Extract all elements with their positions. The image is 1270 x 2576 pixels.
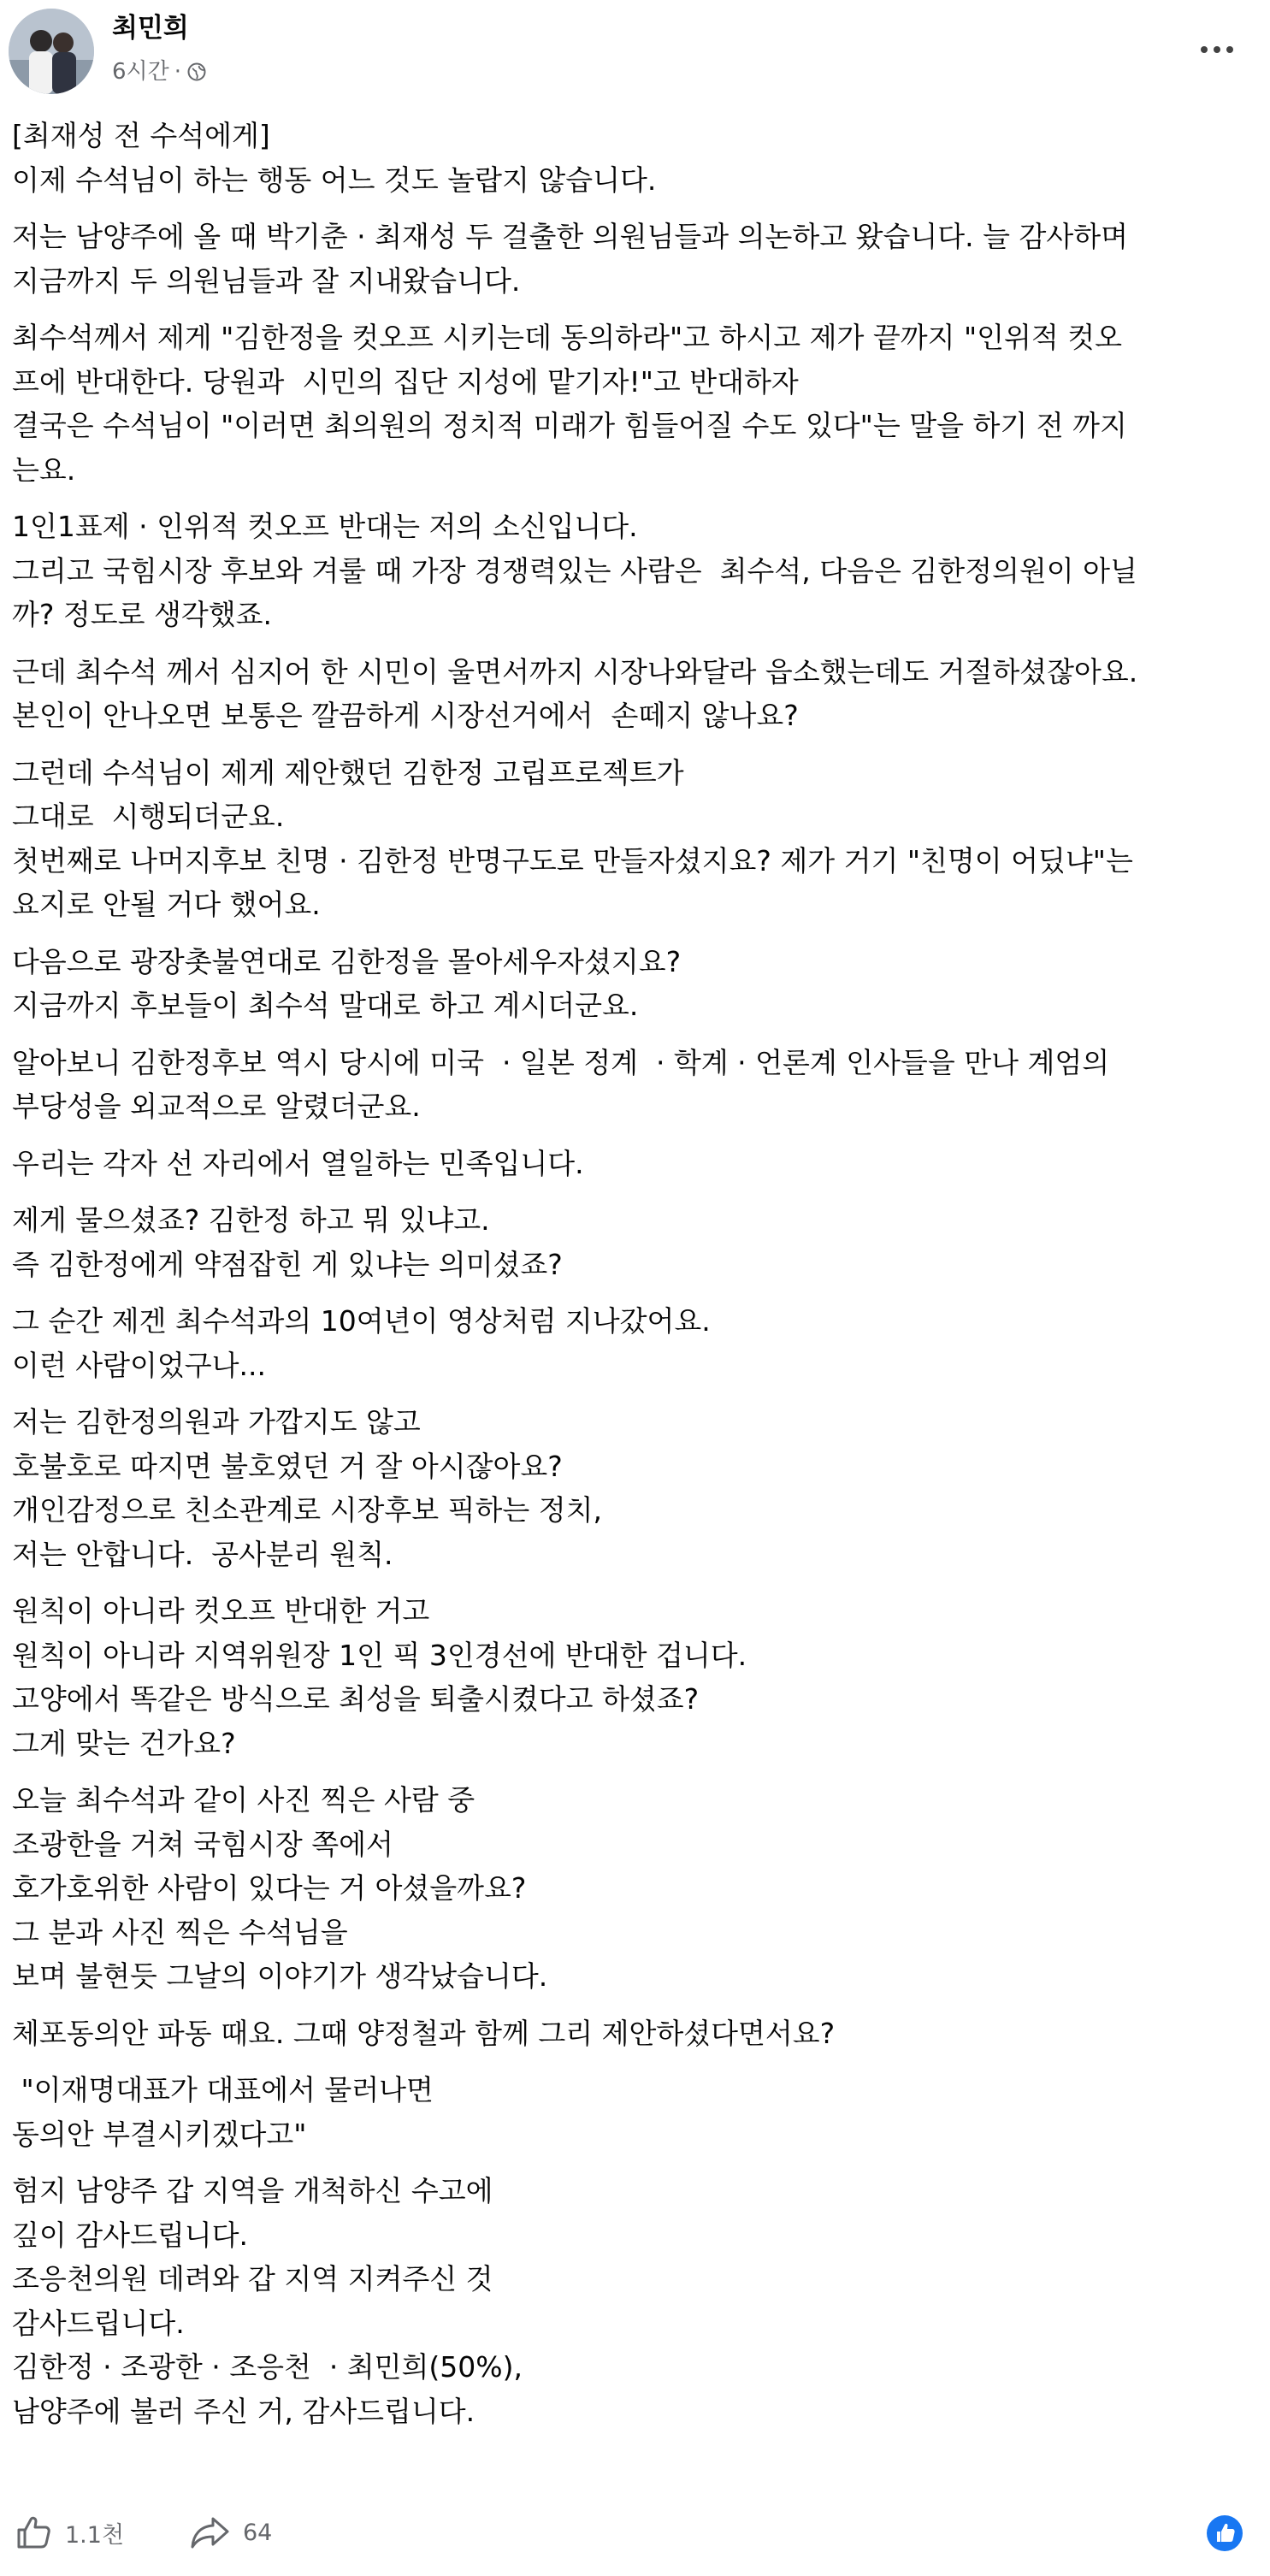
post-line: 오늘 최수석과 같이 사진 찍은 사람 중 — [12, 1783, 476, 1817]
post-paragraph — [12, 1041, 1261, 1129]
post-line: 조광한을 거쳐 국힘시장 쪽에서 — [12, 1827, 393, 1861]
post-meta — [112, 58, 207, 86]
post-line: 그런데 수석님이 제게 제안했던 김한정 고립프로젝트가 — [12, 755, 684, 789]
post-line: 호가호위한 사람이 있다는 거 아셨을까요? — [12, 1871, 527, 1905]
post-line: "이재명대표가 대표에서 물러나면 — [12, 2073, 434, 2106]
post-line: 고양에서 똑같은 방식으로 최성을 퇴출시켰다고 하셨죠? — [12, 1682, 700, 1716]
post-line: 동의안 부결시키겠다고" — [12, 2117, 307, 2151]
post-line: 깊이 감사드립니다. — [12, 2218, 249, 2252]
post-paragraph — [12, 1142, 1261, 1186]
post-line: [최재성 전 수석에게] — [12, 119, 270, 152]
post-line: 지금까지 두 의원님들과 잘 지내왔습니다. — [12, 263, 521, 298]
post-paragraph — [12, 1400, 1261, 1576]
post-line: 원칙이 아니라 지역위원장 1인 픽 3인경선에 반대한 겁니다. — [12, 1638, 747, 1672]
post-line: 체포동의안 파동 때요. 그때 양정철과 함께 그리 제안하셨다면서요? — [12, 2016, 836, 2050]
post-header — [0, 0, 1270, 104]
author-avatar[interactable] — [9, 9, 94, 94]
author-name[interactable]: 최민희 — [112, 13, 189, 44]
globe-icon — [186, 62, 207, 82]
post-line: 김한정 · 조광한 · 조응천 · 최민희(50%), — [12, 2350, 523, 2384]
post-line: 이제 수석님이 하는 행동 어느 것도 놀랍지 않습니다. — [12, 162, 657, 197]
post-line: 결국은 수석님이 "이러면 최의원의 정치적 미래가 힘들어질 수도 있다"는 말을 하기 전 까지 — [12, 409, 1127, 442]
post-line: 호불호로 따지면 불호였던 거 잘 아시잖아요? — [12, 1449, 563, 1483]
post-text — [12, 114, 1261, 2446]
messenger-icon[interactable] — [1206, 2514, 1243, 2552]
post-line: 험지 남양주 갑 지역을 개척하신 수고에 — [12, 2174, 493, 2207]
post-paragraph — [12, 650, 1261, 738]
post-paragraph — [12, 751, 1261, 927]
post-paragraph — [12, 316, 1261, 492]
post-line: 부당성을 외교적으로 알렸더군요. — [12, 1090, 421, 1123]
post-line: 개인감정으로 친소관계로 시장후보 픽하는 정치, — [12, 1493, 603, 1527]
post-line: 첫번째로 나머지후보 친명 · 김한정 반명구도로 만들자셨지요? 제가 거기 "친명이 어딨냐"는 — [12, 843, 1133, 877]
post-line: 그리고 국힘시장 후보와 겨룰 때 가장 경쟁력있는 사람은 최수석, 다음은 김한정의원이 아닐 — [12, 553, 1137, 588]
post-paragraph — [12, 1778, 1261, 1999]
post-line: 는요. — [12, 452, 76, 487]
post-line: 까? 정도로 생각했죠. — [12, 598, 273, 631]
post-line: 이런 사람이었구나... — [12, 1348, 266, 1382]
post-line: 그 분과 사진 찍은 수석님을 — [12, 1915, 348, 1949]
post-line: 보며 불현듯 그날의 이야기가 생각났습니다. — [12, 1959, 548, 1993]
post-paragraph — [12, 114, 1261, 202]
post-line: 남양주에 불러 주신 거, 감사드립니다. — [12, 2394, 476, 2428]
post-paragraph — [12, 1198, 1261, 1286]
post-paragraph — [12, 215, 1261, 303]
more-options-icon[interactable] — [1193, 34, 1241, 65]
post-paragraph — [12, 2068, 1261, 2156]
like-button[interactable] — [14, 2511, 124, 2554]
post-line: 1인1표제 · 인위적 컷오프 반대는 저의 소신입니다. — [12, 510, 638, 543]
post-line: 우리는 각자 선 자리에서 열일하는 민족입니다. — [12, 1146, 584, 1180]
post-paragraph — [12, 2169, 1261, 2433]
post-line: 그 순간 제겐 최수석과의 10여년이 영상처럼 지나갔어요. — [12, 1304, 711, 1338]
post-line: 저는 남양주에 올 때 박기춘 · 최재성 두 걸출한 의원님들과 의논하고 왔습니다. 늘 감사하며 — [12, 220, 1128, 253]
post-footer — [0, 2497, 1270, 2576]
post-paragraph — [12, 505, 1261, 637]
post-paragraph — [12, 1299, 1261, 1387]
post-line: 그대로 시행되더군요. — [12, 800, 285, 833]
post-line: 그게 맞는 건가요? — [12, 1726, 236, 1760]
post-line: 근데 최수석 께서 심지어 한 시민이 울면서까지 시장나와달라 읍소했는데도 거절하셨잖아요. — [12, 654, 1138, 688]
post-paragraph — [12, 940, 1261, 1028]
post-paragraph — [12, 2012, 1261, 2056]
post-line: 다음으로 광장촛불연대로 김한정을 몰아세우자셨지요? — [12, 944, 682, 978]
post-line: 지금까지 후보들이 최수석 말대로 하고 계시더군요. — [12, 989, 639, 1022]
post-time[interactable]: 6시간 — [112, 59, 169, 85]
post-line: 저는 안합니다. 공사분리 원칙. — [12, 1537, 393, 1571]
post-paragraph — [12, 1589, 1261, 1765]
post-line: 최수석께서 제게 "김한정을 컷오프 시키는데 동의하라"고 하시고 제가 끝까지 "인위적 컷오 — [12, 321, 1123, 354]
thumbs-up-icon — [14, 2513, 53, 2552]
meta-separator: · — [174, 59, 182, 85]
share-button[interactable] — [190, 2511, 272, 2554]
post-line: 원칙이 아니라 컷오프 반대한 거고 — [12, 1594, 430, 1628]
share-count: 64 — [243, 2519, 273, 2546]
post-line: 감사드립니다. — [12, 2306, 185, 2340]
post-line: 프에 반대한다. 당원과 시민의 집단 지성에 맡기자!"고 반대하자 — [12, 364, 799, 399]
post-line: 본인이 안나오면 보통은 깔끔하게 시장선거에서 손떼지 않나요? — [12, 699, 799, 732]
post-line: 요지로 안될 거다 했어요. — [12, 888, 321, 921]
share-icon — [190, 2513, 231, 2552]
post-line: 알아보니 김한정후보 역시 당시에 미국 · 일본 정계 · 학계 · 언론계 인사들을 만나 계엄의 — [12, 1045, 1110, 1079]
post-line: 즉 김한정에게 약점잡힌 게 있냐는 의미셨죠? — [12, 1247, 563, 1281]
post-line: 조응천의원 데려와 갑 지역 지켜주신 것 — [12, 2262, 493, 2295]
post-line: 저는 김한정의원과 가깝지도 않고 — [12, 1405, 421, 1439]
like-count: 1.1천 — [65, 2521, 125, 2549]
post-line: 제게 물으셨죠? 김한정 하고 뭐 있냐고. — [12, 1203, 490, 1237]
